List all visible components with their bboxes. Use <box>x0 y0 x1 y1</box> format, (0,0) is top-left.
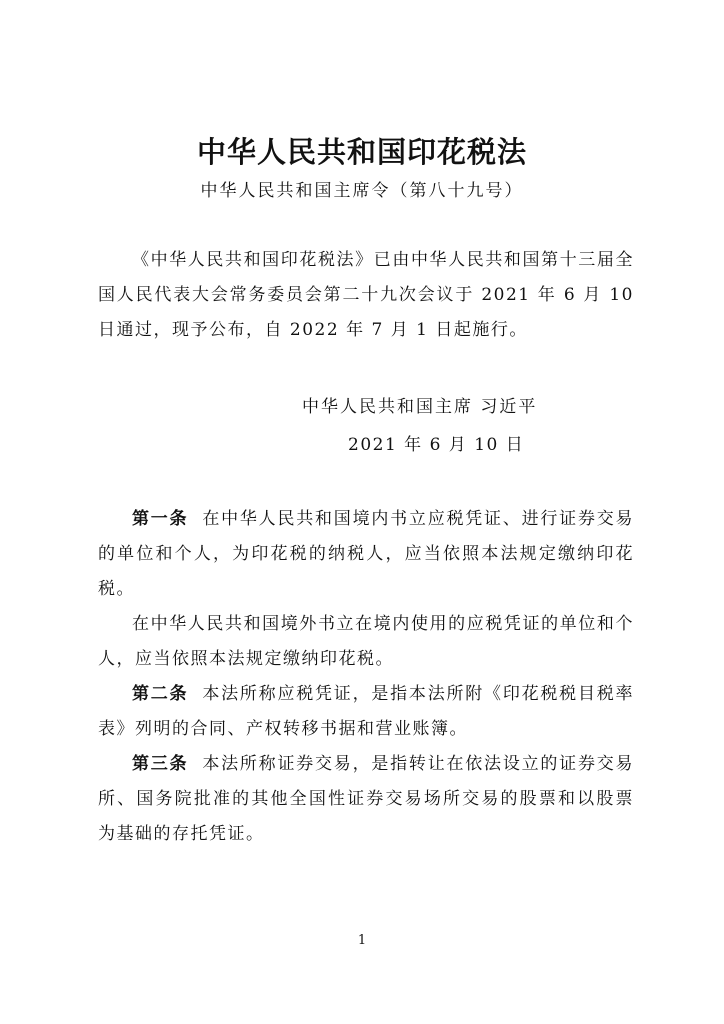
article-1-text: 在中华人民共和国境内书立应税凭证、进行证券交易的单位和个人，为印花税的纳税人，应当依照本法规定缴纳印花税。 <box>98 509 635 599</box>
article-2-heading: 第二条 <box>132 684 189 704</box>
articles-section <box>98 502 634 852</box>
article-3-heading: 第三条 <box>132 754 189 774</box>
article-1-paragraph-2 <box>98 607 634 677</box>
document-subtitle: 中华人民共和国主席令（第八十九号） <box>200 181 524 201</box>
article-2-text: 本法所称应税凭证，是指本法所附《印花税税目税率表》列明的合同、产权转移书据和营业账簿。 <box>98 684 635 739</box>
article-1-heading: 第一条 <box>132 509 189 529</box>
article-2 <box>98 677 634 747</box>
intro-paragraph <box>98 243 634 348</box>
article-3 <box>98 747 634 852</box>
page-number: 1 <box>357 933 367 948</box>
signing-date: 2021 年 6 月 10 日 <box>348 435 525 455</box>
signer-line: 中华人民共和国主席 习近平 <box>302 397 538 417</box>
article-1 <box>98 502 634 607</box>
article-1-paragraph-2-text: 在中华人民共和国境外书立在境内使用的应税凭证的单位和个人，应当依照本法规定缴纳印花税。 <box>98 614 634 669</box>
article-3-text: 本法所称证券交易，是指转让在依法设立的证券交易所、国务院批准的其他全国性证券交易场所交易的股票和以股票为基础的存托凭证。 <box>98 754 635 844</box>
document-title: 中华人民共和国印花税法 <box>196 135 527 169</box>
intro-text: 《中华人民共和国印花税法》已由中华人民共和国第十三届全国人民代表大会常务委员会第二十九次会议于 2021 年 6 月 10 日通过，现予公布，自 2022 年 7 月 1 日起施行。 <box>98 250 634 340</box>
